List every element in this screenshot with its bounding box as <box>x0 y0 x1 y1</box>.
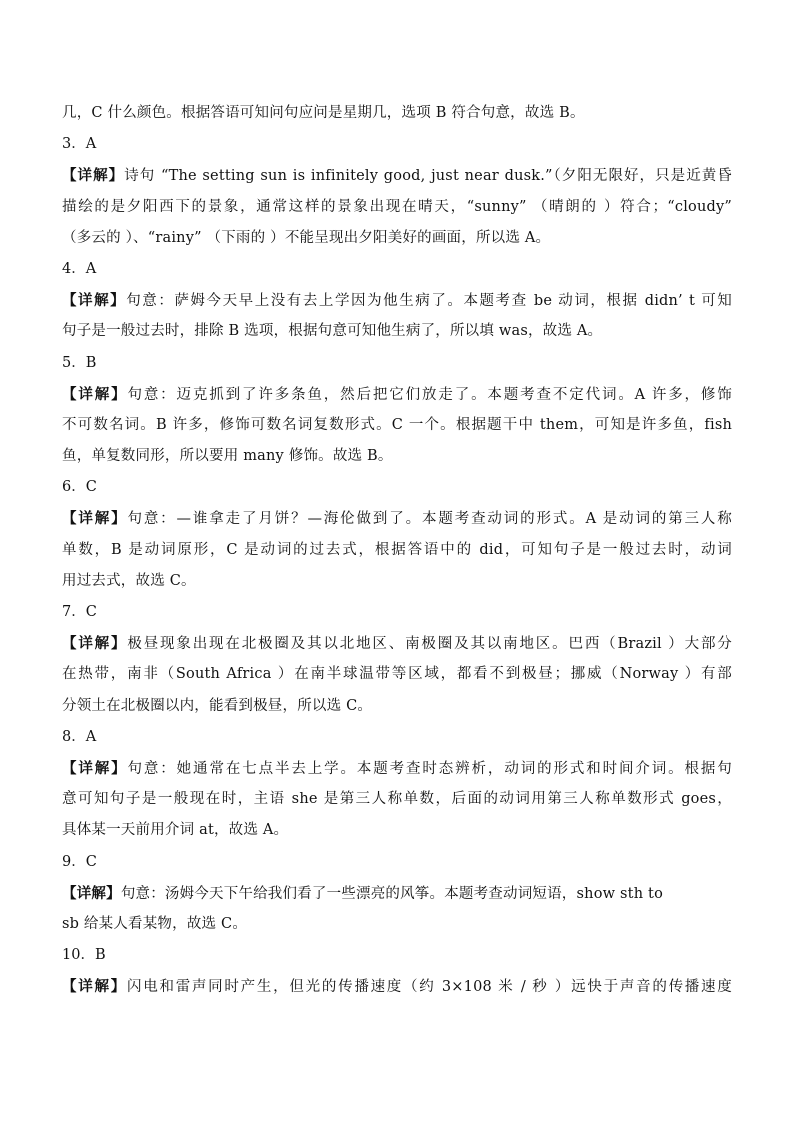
explanation-text: 句意：—谁拿走了月饼？—海伦做到了。本题考查动词的形式。A 是动词的第三人称 <box>127 511 732 528</box>
answer-explanations <box>62 98 732 1002</box>
detail-tag: 【详解】 <box>62 167 125 185</box>
detail-tag: 【详解】 <box>62 292 127 310</box>
explanation-line: 几，C 什么颜色。根据答语可知问句应问是星期几，选项 B 符合句意，故选 B。 <box>62 105 585 121</box>
answer-number: 10．B <box>62 947 106 964</box>
detail-tag: 【详解】 <box>62 978 127 996</box>
explanation-line <box>62 971 732 1002</box>
detail-tag: 【详解】 <box>62 759 128 777</box>
explanation-line <box>62 160 732 191</box>
explanation-line: 不可数名词。B 许多，修饰可数名词复数形式。C 一个。根据题干中 them，可知是许多鱼，fish <box>62 416 732 433</box>
explanation-line <box>62 379 732 410</box>
explanation-line <box>62 753 732 784</box>
explanation-line <box>62 628 732 659</box>
explanation-text: 句意：萨姆今天早上没有去上学因为他生病了。本题考查 be 动词，根据 didn’ t 可知 <box>126 293 732 310</box>
detail-tag: 【详解】 <box>62 884 121 902</box>
explanation-line: （多云的 ）、“rainy” （下雨的 ）不能呈现出夕阳美好的画面，所以选 A。 <box>62 229 551 246</box>
explanation-line: 句子是一般过去时，排除 B 选项，根据句意可知他生病了，所以填 was，故选 A。 <box>62 323 603 340</box>
explanation-line <box>62 285 732 316</box>
answer-number: 8．A <box>62 728 97 745</box>
explanation-line <box>62 878 732 909</box>
explanation-text: 句意：汤姆今天下午给我们看了一些漂亮的风筝。本题考查动词短语，show sth to <box>120 885 664 902</box>
answer-number: 7．C <box>62 604 97 620</box>
detail-tag: 【详解】 <box>62 385 128 403</box>
explanation-text: 句意：迈克抓到了许多条鱼，然后把它们放走了。本题考查不定代词。A 许多，修饰 <box>127 386 732 403</box>
explanation-line: 用过去式，故选 C。 <box>62 572 196 589</box>
explanation-line: sb 给某人看某物，故选 C。 <box>62 915 248 932</box>
answer-number: 6．C <box>62 479 97 496</box>
answer-number: 3．A <box>62 136 97 153</box>
detail-tag: 【详解】 <box>62 635 128 653</box>
explanation-text: 句意：她通常在七点半去上学。本题考查时态辨析，动词的形式和时间介词。根据句 <box>127 760 732 777</box>
explanation-text: 诗句 “The setting sun is infinitely good, just near dusk.”（夕阳无限好，只是近黄昏 <box>124 168 732 185</box>
explanation-line <box>62 503 732 534</box>
explanation-text: 闪电和雷声同时产生，但光的传播速度（约 3×108 米 / 秒 ）远快于声音的传播速度 <box>126 979 732 996</box>
explanation-line: 意可知句子是一般现在时，主语 she 是第三人称单数，后面的动词用第三人称单数形式 goes， <box>62 791 732 808</box>
explanation-line: 单数，B 是动词原形，C 是动词的过去式，根据答语中的 did，可知句子是一般过去时，动词 <box>62 541 732 558</box>
explanation-text: 极昼现象出现在北极圈及其以北地区、南极圈及其以南地区。巴西（Brazil ）大部分 <box>127 636 732 653</box>
explanation-line: 描绘的是夕阳西下的景象，通常这样的景象出现在晴天，“sunny” （晴朗的 ）符合；“cloudy” <box>62 198 732 215</box>
explanation-line: 鱼，单复数同形，所以要用 many 修饰。故选 B。 <box>62 448 393 465</box>
detail-tag: 【详解】 <box>62 510 128 528</box>
explanation-line: 具体某一天前用介词 at，故选 A。 <box>62 822 289 839</box>
explanation-line: 在热带，南非（South Africa ）在南半球温带等区域，都看不到极昼；挪威（Norway ）有部 <box>62 666 732 683</box>
answer-number: 9．C <box>62 853 97 870</box>
answer-number: 4．A <box>62 260 97 277</box>
answer-number: 5．B <box>62 354 97 371</box>
explanation-line: 分领土在北极圈以内，能看到极昼，所以选 C。 <box>62 697 373 714</box>
